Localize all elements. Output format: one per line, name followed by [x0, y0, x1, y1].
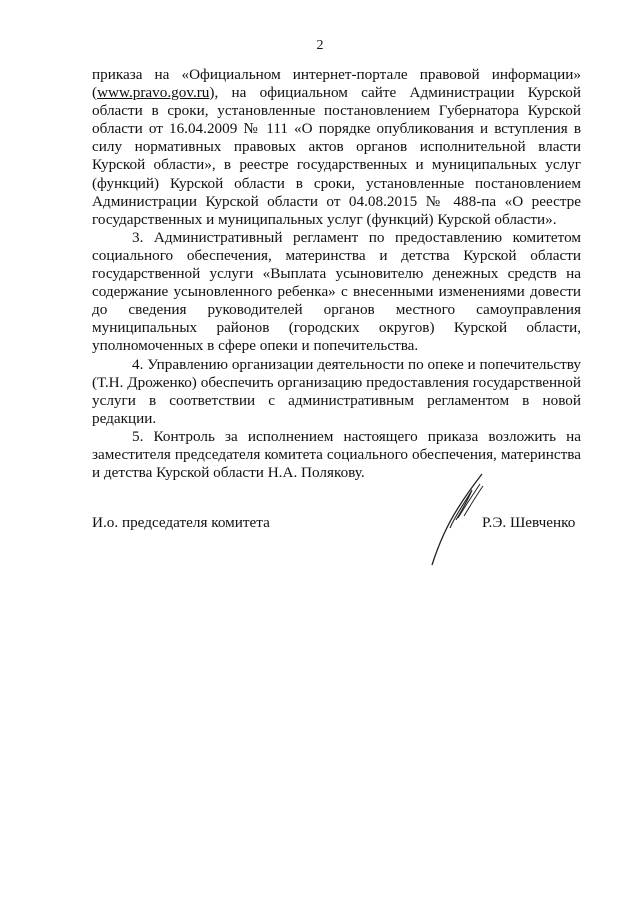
document-body: [92, 66, 581, 482]
page-number: 2: [316, 38, 324, 53]
paragraph-4: 4. Управлению организации деятельности по опеке и попечительству (Т.Н. Дроженко) обеспечить организацию предоставления государственной услуги в соответствии с административным регламентом в новой редакции.: [92, 355, 581, 427]
paragraph-1-text-a: приказа на «Официальном интернет-портале правовой информации» (: [92, 66, 581, 102]
paragraph-3: 3. Административный регламент по предоставлению комитетом социального обеспечения, материнства и детства Курской области государственной услуги «Выплата усыновителю денежных средств на содержание усыновленного ребенка» с внесенными изменениями довести до сведения руководителей органов местного самоуправления муниципальных районов (городских округов) Курской области, уполномоченных в сфере опеки и попечительства.: [92, 228, 581, 355]
signatory-name: Р.Э. Шевченко: [482, 514, 576, 531]
pravo-link[interactable]: www.pravo.gov.ru: [97, 84, 210, 102]
paragraph-1: [92, 66, 581, 229]
paragraph-5: 5. Контроль за исполнением настоящего приказа возложить на заместителя председателя комитета социального обеспечения, материнства и детства Курской области Н.А. Полякову.: [92, 427, 581, 482]
paragraph-1-text-b: ), на официальном сайте Администрации Курской области в сроки, установленные постановлением Губернатора Курской области от 16.04.2009 № 111 «О порядке опубликования и вступления в силу нормативных правовых актов органов исполнительной власти Курской области», в реестре государственных и муниципальных услуг (функций) Курской области в сроки, установленные постановлением Администрации Курской области от 04.08.2015 № 488-па «О реестре государственных и муниципальных услуг (функций) Курской области».: [92, 84, 581, 228]
signatory-position: И.о. председателя комитета: [92, 514, 270, 531]
handwritten-signature: [420, 470, 490, 570]
